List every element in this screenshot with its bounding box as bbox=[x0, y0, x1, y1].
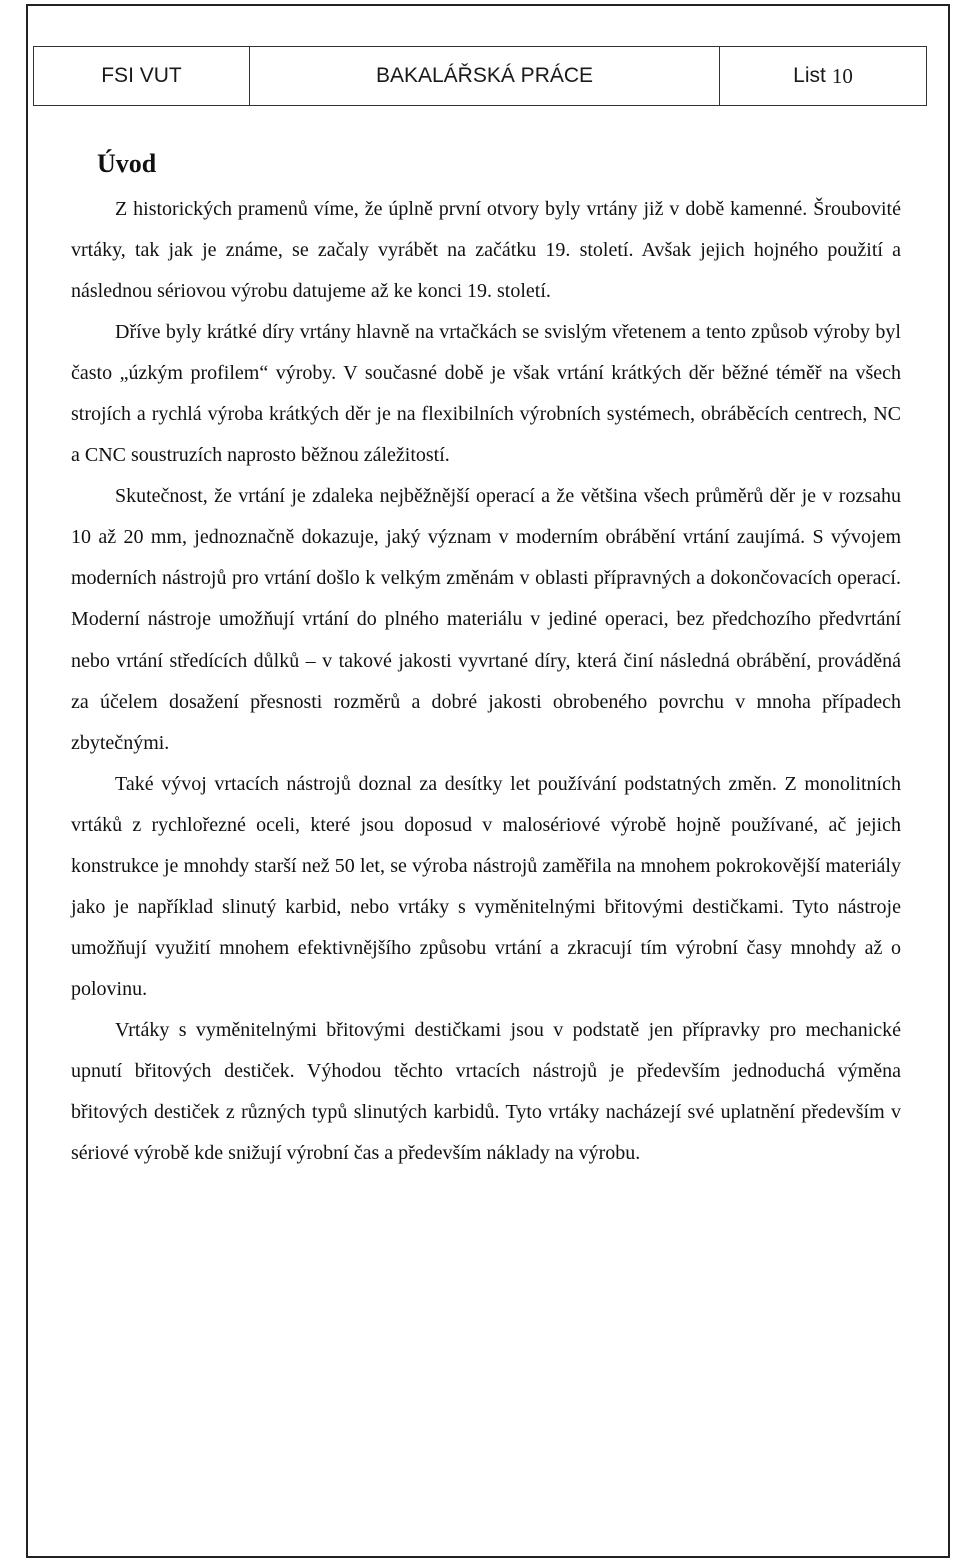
paragraph: Vrtáky s vyměnitelnými břitovými destičkami jsou v podstatě jen přípravky pro mechanické upnutí břitových destiček. Výhodou těchto vrtacích nástrojů je především jednoduchá výměna břitových destiček z různých typů slinutých karbidů. Tyto vrtáky nacházejí své uplatnění především v sériové výrobě kde snižují výrobní čas a především náklady na výrobu. bbox=[71, 1018, 901, 1165]
paragraph: Dříve byly krátké díry vrtány hlavně na vrtačkách se svislým vřetenem a tento způsob výroby byl často „úzkým profilem“ výroby. V současné době je však vrtání krátkých děr běžné téměř na všech strojích a rychlá výroba krátkých děr je na flexibilních výrobních systémech, obráběcích centrech, NC a CNC soustruzích naprosto běžnou záležitostí. bbox=[71, 321, 901, 467]
header-institution-text: FSI VUT bbox=[101, 64, 182, 87]
header-document-type-text: BAKALÁŘSKÁ PRÁCE bbox=[375, 64, 594, 87]
paragraph: Z historických pramenů víme, že úplně první otvory byly vrtány již v době kamenné. Šroubovité vrtáky, tak jak je známe, se začaly vyrábět na začátku 19. století. Avšak jejich hojného použití a následnou sériovou výrobu datujeme až ke konci 19. století. bbox=[71, 198, 901, 303]
header-sheet-label: List bbox=[793, 64, 826, 87]
section-body bbox=[71, 189, 901, 1174]
header-sheet bbox=[720, 47, 926, 105]
header-sheet-number: 10 bbox=[831, 63, 853, 88]
paragraph: Také vývoj vrtacích nástrojů doznal za desítky let používání podstatných změn. Z monolitních vrtáků z rychlořezné oceli, které jsou doposud v malosériové výrobě hojně používané, ač jejich konstrukce je mnohdy starší než 50 let, se výroba nástrojů zaměřila na mnohem pokrokovější materiály jako je například slinutý karbid, nebo vrtáky s vyměnitelnými břitovými destičkami. Tyto nástroje umožňují využití mnohem efektivnějšího způsobu vrtání a zkracují tím výrobní časy mnohdy až o polovinu. bbox=[71, 772, 901, 1000]
section-title: Úvod bbox=[97, 149, 157, 178]
paragraph: Skutečnost, že vrtání je zdaleka nejběžnější operací a že většina všech průměrů děr je v rozsahu 10 až 20 mm, jednoznačně dokazuje, jaký význam v moderním obrábění vrtání zaujímá. S vývojem moderních nástrojů pro vrtání došlo k velkým změnám v oblasti přípravných a dokončovacích operací. Moderní nástroje umožňují vrtání do plného materiálu v jediné operaci, bez předchozího předvrtání nebo vrtání středících důlků – v takové jakosti vyvrtané díry, která činí následná obrábění, prováděná za účelem dosažení přesnosti rozměrů a dobré jakosti obrobeného povrchu v mnoha případech zbytečnými. bbox=[71, 485, 901, 754]
header-institution bbox=[34, 47, 250, 105]
header-document-type bbox=[250, 47, 720, 105]
page-header bbox=[33, 46, 927, 106]
